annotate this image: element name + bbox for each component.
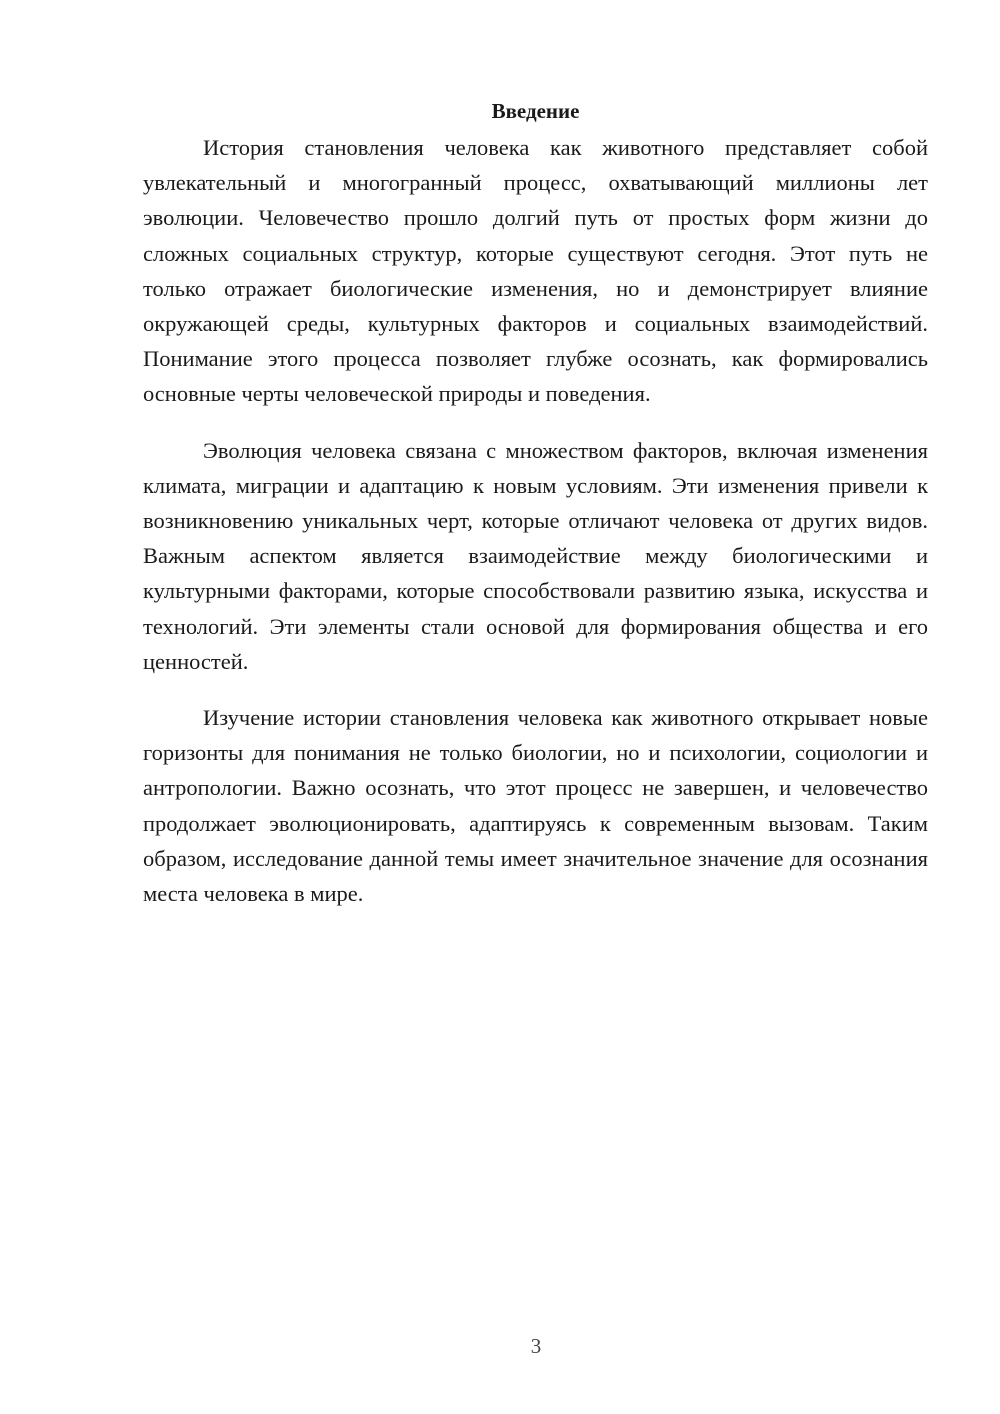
paragraph-2: Эволюция человека связана с множеством факторов, включая изменения климата, миграции и адаптацию к новым условиям. Эти изменения привели к возникновению уникальных черт, которые отличают человека от других видов. Важным аспектом является взаимодействие между биологическими и культурными факторами, которые способствовали развитию языка, искусства и технологий. Эти элементы стали основой для формирования общества и его ценностей.	[143, 437, 928, 674]
page-content	[143, 96, 928, 911]
paragraph-3: Изучение истории становления человека как животного открывает новые горизонты для понимания не только биологии, но и психологии, социологии и антропологии. Важно осознать, что этот процесс не завершен, и человечество продолжает эволюционировать, адаптируясь к современным вызовам. Таким образом, исследование данной темы имеет значительное значение для осознания места человека в мире.	[143, 705, 928, 907]
paragraph-1: История становления человека как животного представляет собой увлекательный и многогранный процесс, охватывающий миллионы лет эволюции. Человечество прошло долгий путь от простых форм жизни до сложных социальных структур, которые существуют сегодня. Этот путь не только отражает биологические изменения, но и демонстрирует влияние окружающей среды, культурных факторов и социальных взаимодействий. Понимание этого процесса позволяет глубже осознать, как формировались основные черты человеческой природы и поведения.	[143, 135, 928, 407]
page-title: Введение	[491, 99, 580, 123]
page-number: 3	[530, 1334, 542, 1358]
